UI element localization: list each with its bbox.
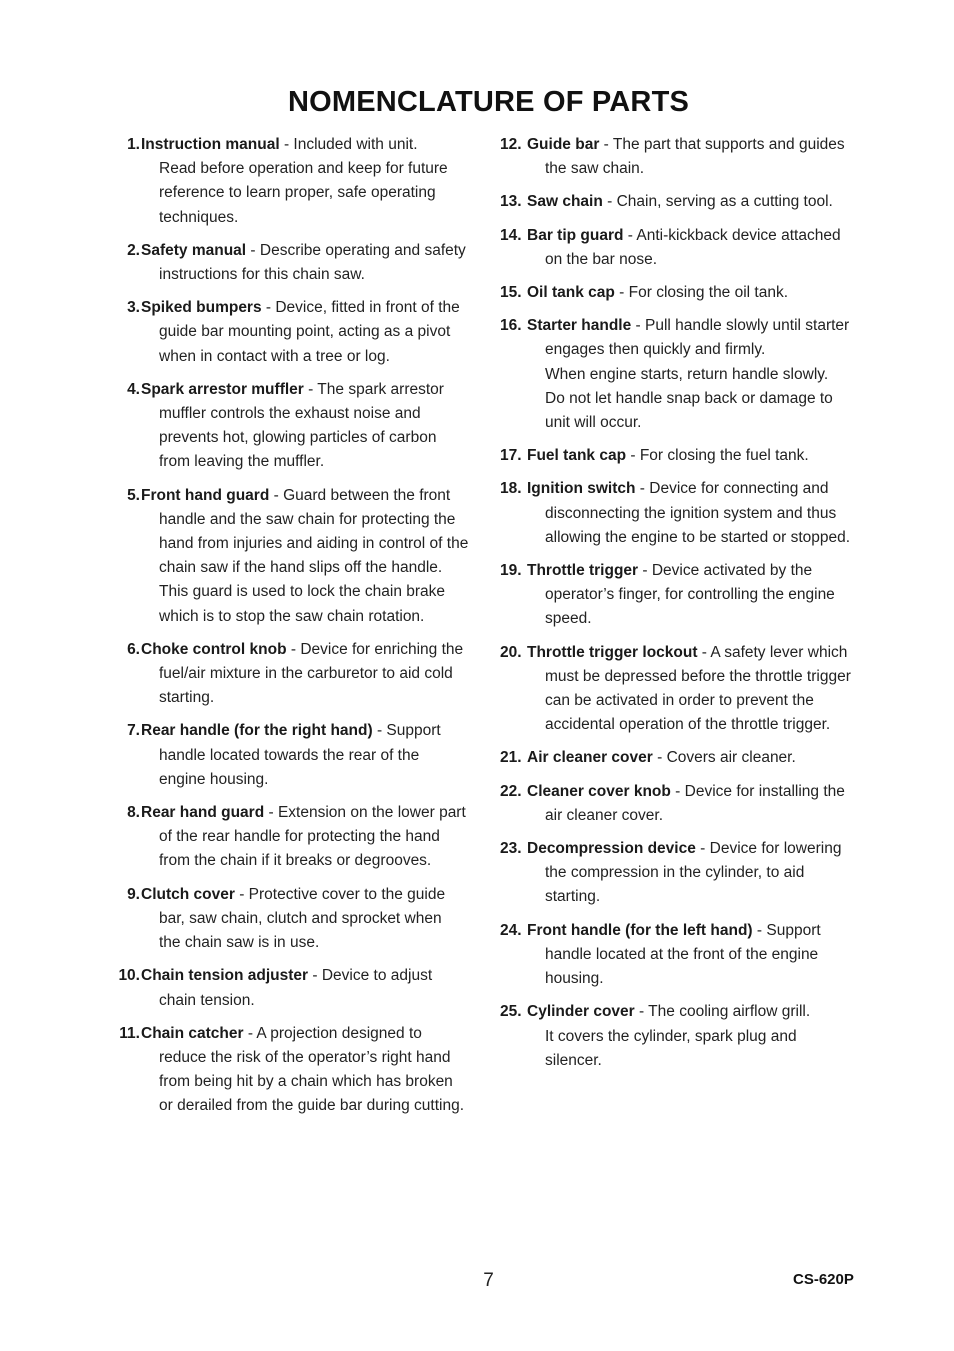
part-item xyxy=(498,837,868,910)
part-description: - Support xyxy=(372,722,441,740)
part-item xyxy=(110,719,485,792)
part-first-line xyxy=(527,837,868,861)
part-term: Rear handle (for the right hand) xyxy=(141,722,373,740)
part-description-line: handle and the saw chain for protecting the xyxy=(159,510,456,528)
part-term: Cylinder cover xyxy=(527,1003,635,1021)
part-description-line: from being hit by a chain which has broken xyxy=(159,1073,453,1091)
part-item xyxy=(498,746,868,770)
part-number: 17. xyxy=(500,447,522,465)
part-term: Instruction manual xyxy=(141,136,280,153)
part-first-line xyxy=(527,281,868,305)
part-description: - The spark arrestor xyxy=(303,380,444,398)
part-description-line: muffler controls the exhaust noise and xyxy=(159,405,421,423)
part-item xyxy=(498,1000,868,1073)
part-term: Clutch cover xyxy=(141,885,235,903)
part-item xyxy=(498,133,868,181)
part-description-line: starting. xyxy=(545,888,601,906)
part-item xyxy=(110,801,485,874)
part-term: Throttle trigger lockout xyxy=(527,643,698,661)
part-description: - Protective cover to the guide xyxy=(234,885,446,903)
part-number: 2. xyxy=(127,241,140,259)
part-first-line xyxy=(527,190,868,214)
part-number: 1. xyxy=(127,136,140,153)
part-item xyxy=(110,964,485,1012)
part-first-line xyxy=(527,224,868,248)
part-item xyxy=(498,281,868,305)
part-number: 19. xyxy=(500,562,522,580)
part-first-line xyxy=(141,296,485,320)
part-number: 18. xyxy=(500,480,522,498)
part-term: Chain catcher xyxy=(141,1024,244,1042)
part-description-line: techniques. xyxy=(159,208,239,226)
part-description-line: Do not let handle snap back or damage to xyxy=(545,389,833,407)
part-description-line: hand from injuries and aiding in control of the xyxy=(159,535,469,553)
part-description-line: speed. xyxy=(545,610,592,628)
part-description: - For closing the fuel tank. xyxy=(626,447,809,465)
part-description-line: on the bar nose. xyxy=(545,250,658,268)
part-term: Oil tank cap xyxy=(527,284,615,302)
part-description-line: It covers the cylinder, spark plug and xyxy=(545,1027,797,1045)
part-first-line xyxy=(527,314,868,338)
part-number: 13. xyxy=(500,193,522,211)
part-term: Spiked bumpers xyxy=(141,299,262,317)
part-number: 23. xyxy=(500,840,522,858)
part-number: 25. xyxy=(500,1003,522,1021)
part-description-line: accidental operation of the throttle trigger. xyxy=(545,716,831,734)
part-number: 7. xyxy=(127,722,140,740)
right-column xyxy=(498,133,868,1082)
part-description: - Device activated by the xyxy=(638,562,813,580)
part-description: - Device to adjust xyxy=(308,967,433,985)
part-first-line xyxy=(141,378,485,402)
part-item xyxy=(498,641,868,738)
part-item xyxy=(110,1022,485,1119)
part-description: - Anti-kickback device attached xyxy=(623,226,841,244)
part-description: - Extension on the lower part xyxy=(264,804,466,822)
part-term: Throttle trigger xyxy=(527,562,639,580)
part-description-line: of the rear handle for protecting the hand xyxy=(159,828,440,846)
part-description-line: prevents hot, glowing particles of carbon xyxy=(159,429,437,447)
part-number: 22. xyxy=(500,782,522,800)
part-number: 4. xyxy=(127,380,140,398)
part-description-line: handle located towards the rear of the xyxy=(159,746,420,764)
part-description-line: Read before operation and keep for future xyxy=(159,160,448,178)
part-term: Cleaner cover knob xyxy=(527,782,671,800)
part-description: - Chain, serving as a cutting tool. xyxy=(602,193,833,211)
part-term: Ignition switch xyxy=(527,480,636,498)
part-description-line: chain saw if the hand slips off the handle. xyxy=(159,559,443,577)
part-first-line xyxy=(527,1000,868,1024)
part-term: Front hand guard xyxy=(141,486,270,504)
part-number: 3. xyxy=(127,299,140,317)
part-term: Bar tip guard xyxy=(527,226,624,244)
part-first-line xyxy=(527,746,868,770)
part-item xyxy=(498,190,868,214)
page-title: NOMENCLATURE OF PARTS xyxy=(287,86,690,118)
part-item xyxy=(110,296,485,369)
part-first-line xyxy=(141,719,485,743)
part-first-line xyxy=(141,239,485,263)
part-description-line: engine housing. xyxy=(159,770,269,788)
part-term: Spark arrestor muffler xyxy=(141,380,304,398)
part-description-line: when in contact with a tree or log. xyxy=(159,347,390,365)
part-item xyxy=(110,484,485,629)
part-description-line: engages then quickly and firmly. xyxy=(545,341,766,359)
part-description-line: guide bar mounting point, acting as a pivot xyxy=(159,323,451,341)
part-description: - Included with unit. xyxy=(279,136,418,153)
part-description: - Guard between the front xyxy=(269,486,451,504)
part-first-line xyxy=(141,801,485,825)
part-description-line: from leaving the muffler. xyxy=(159,453,325,471)
part-term: Decompression device xyxy=(527,840,696,858)
part-description-line: chain tension. xyxy=(159,991,255,1009)
page-number: 7 xyxy=(483,1270,494,1291)
part-item xyxy=(498,444,868,468)
part-description-line: the saw chain. xyxy=(545,160,645,178)
part-description-line: or derailed from the guide bar during cutting. xyxy=(159,1097,465,1115)
part-term: Guide bar xyxy=(527,136,600,153)
part-number: 8. xyxy=(127,804,140,822)
part-description-line: fuel/air mixture in the carburetor to aid cold xyxy=(159,665,453,683)
part-first-line xyxy=(141,638,485,662)
part-first-line xyxy=(141,1022,485,1046)
part-term: Rear hand guard xyxy=(141,804,265,822)
part-description: - Device for installing the xyxy=(670,782,845,800)
part-item xyxy=(498,919,868,992)
part-number: 20. xyxy=(500,643,522,661)
model-code: CS-620P xyxy=(793,1271,854,1288)
part-description: - For closing the oil tank. xyxy=(614,284,789,302)
part-description-line: silencer. xyxy=(545,1051,602,1069)
part-term: Fuel tank cap xyxy=(527,447,627,465)
part-term: Choke control knob xyxy=(141,640,287,658)
part-item xyxy=(110,133,485,230)
left-column xyxy=(110,133,485,1128)
part-term: Air cleaner cover xyxy=(527,749,653,767)
part-number: 9. xyxy=(127,885,140,903)
part-term: Chain tension adjuster xyxy=(141,967,309,985)
part-item xyxy=(110,883,485,956)
part-description: - Describe operating and safety xyxy=(246,241,466,259)
part-term: Saw chain xyxy=(527,193,603,211)
part-item xyxy=(498,224,868,272)
part-description: - Pull handle slowly until starter xyxy=(631,317,850,335)
part-item xyxy=(110,638,485,711)
part-description-line: the compression in the cylinder, to aid xyxy=(545,864,805,882)
part-description: - A projection designed to xyxy=(243,1024,422,1042)
part-description-line: from the chain if it breaks or degrooves. xyxy=(159,852,432,870)
part-first-line xyxy=(141,964,485,988)
part-number: 12. xyxy=(500,136,522,153)
part-description-line: When engine starts, return handle slowly. xyxy=(545,365,829,383)
part-term: Starter handle xyxy=(527,317,632,335)
part-description-line: allowing the engine to be started or stopped. xyxy=(545,528,851,546)
part-first-line xyxy=(527,919,868,943)
part-description: - Device for enriching the xyxy=(286,640,464,658)
part-first-line xyxy=(527,133,868,157)
part-item xyxy=(110,378,485,475)
part-description-line: reference to learn proper, safe operating xyxy=(159,184,436,202)
part-number: 6. xyxy=(127,640,140,658)
part-number: 11. xyxy=(119,1024,140,1042)
part-description: - Support xyxy=(752,921,821,939)
part-description: - A safety lever which xyxy=(697,643,848,661)
part-description-line: housing. xyxy=(545,970,604,988)
part-description-line: the chain saw is in use. xyxy=(159,934,320,952)
part-description-line: can be activated in order to prevent the xyxy=(545,692,814,710)
part-number: 24. xyxy=(500,921,522,939)
part-description: - Covers air cleaner. xyxy=(652,749,796,767)
part-first-line xyxy=(141,133,485,157)
part-first-line xyxy=(527,641,868,665)
part-description-line: disconnecting the ignition system and thus xyxy=(545,504,837,522)
part-first-line xyxy=(527,559,868,583)
part-first-line xyxy=(527,780,868,804)
part-number: 14. xyxy=(500,226,522,244)
part-description-line: handle located at the front of the engine xyxy=(545,945,819,963)
part-number: 10. xyxy=(118,967,140,985)
part-description-line: operator’s finger, for controlling the engine xyxy=(545,586,835,604)
part-description-line: This guard is used to lock the chain brake xyxy=(159,583,446,601)
part-term: Front handle (for the left hand) xyxy=(527,921,753,939)
part-first-line xyxy=(527,444,868,468)
part-description: - Device for lowering xyxy=(695,840,842,858)
part-description: - Device for connecting and xyxy=(635,480,829,498)
part-description-line: starting. xyxy=(159,689,215,707)
part-first-line xyxy=(141,484,485,508)
part-description-line: unit will occur. xyxy=(545,414,642,432)
part-item xyxy=(498,314,868,435)
part-number: 5. xyxy=(127,486,140,504)
part-description-line: instructions for this chain saw. xyxy=(159,266,365,284)
part-description-line: must be depressed before the throttle trigger xyxy=(545,667,851,685)
part-first-line xyxy=(141,883,485,907)
part-number: 15. xyxy=(500,284,522,302)
part-description: - The cooling airflow grill. xyxy=(634,1003,811,1021)
part-item xyxy=(498,477,868,550)
part-first-line xyxy=(527,477,868,501)
part-number: 16. xyxy=(500,317,522,335)
part-description: - Device, fitted in front of the xyxy=(261,299,460,317)
part-term: Safety manual xyxy=(141,241,247,259)
part-description-line: air cleaner cover. xyxy=(545,806,664,824)
part-description-line: reduce the risk of the operator’s right hand xyxy=(159,1048,451,1066)
part-item xyxy=(110,239,485,287)
part-item xyxy=(498,559,868,632)
part-description: - The part that supports and guides xyxy=(599,136,845,153)
part-description-line: which is to stop the saw chain rotation. xyxy=(159,607,425,625)
part-number: 21. xyxy=(500,749,522,767)
part-description-line: bar, saw chain, clutch and sprocket when xyxy=(159,909,442,927)
part-item xyxy=(498,780,868,828)
